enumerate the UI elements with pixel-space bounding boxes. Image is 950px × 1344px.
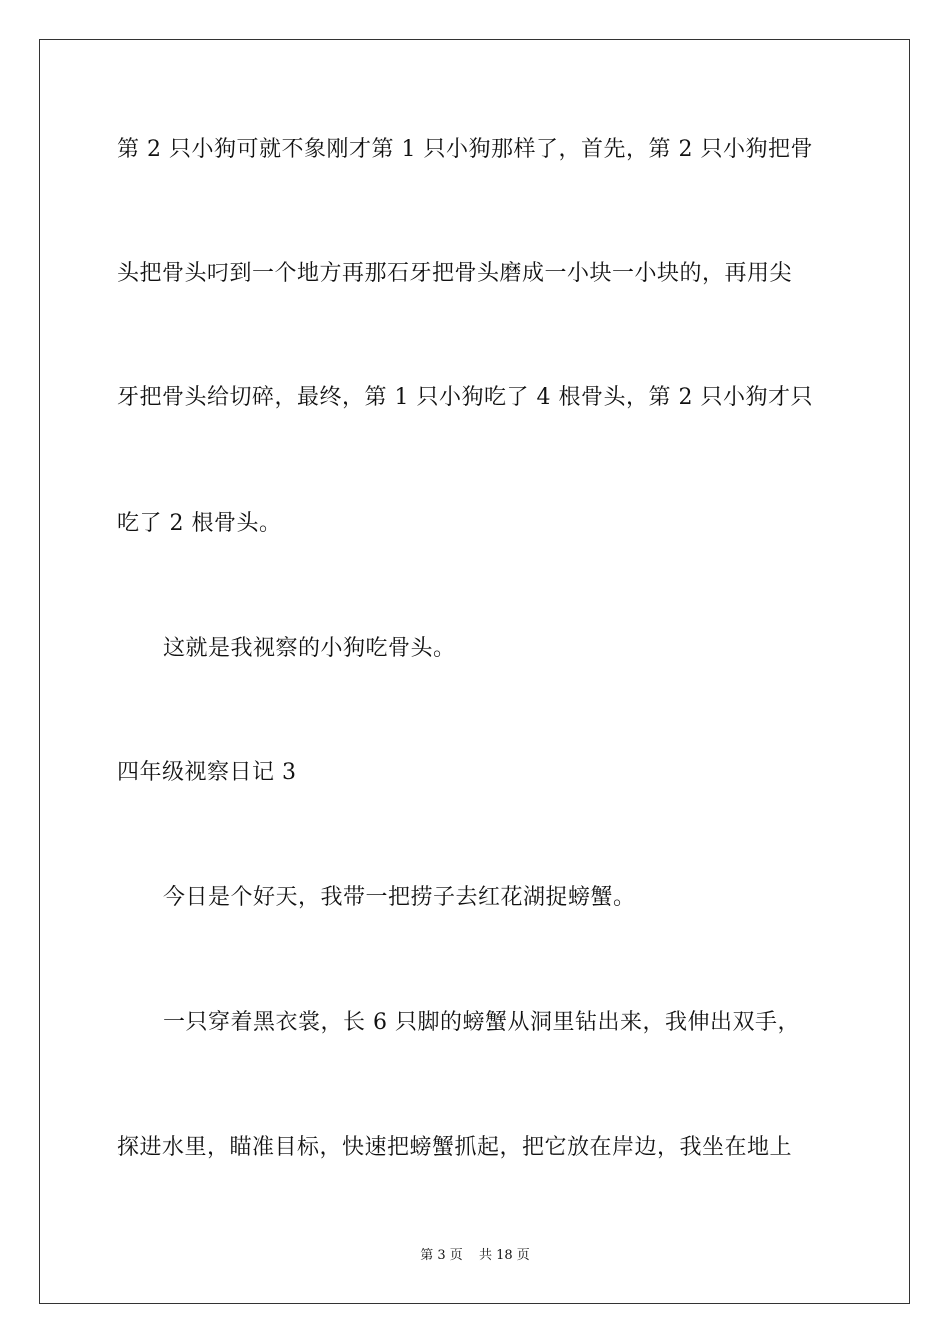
- paragraph-line: 牙把骨头给切碎，最终，第 1 只小狗吃了 4 根骨头，第 2 只小狗才只: [117, 385, 813, 410]
- paragraph-line: 吃了 2 根骨头。: [117, 511, 282, 536]
- paragraph-line: 一只穿着黑衣裳，长 6 只脚的螃蟹从洞里钻出来，我伸出双手，: [163, 1010, 800, 1035]
- page-number: 第 3 页: [420, 1248, 463, 1263]
- page-footer: [0, 1247, 950, 1265]
- paragraph-line: 这就是我视察的小狗吃骨头。: [163, 636, 456, 661]
- paragraph-line: 第 2 只小狗可就不象刚才第 1 只小狗那样了，首先，第 2 只小狗把骨: [117, 137, 813, 162]
- page-border: [39, 39, 910, 1304]
- paragraph-line: 头把骨头叼到一个地方再那石牙把骨头磨成一小块一小块的，再用尖: [117, 261, 793, 286]
- section-heading: 四年级视察日记 3: [117, 760, 297, 785]
- page-total: 共 18 页: [478, 1248, 530, 1263]
- paragraph-line: 今日是个好天，我带一把捞子去红花湖捉螃蟹。: [163, 885, 636, 910]
- paragraph-line: 探进水里，瞄准目标，快速把螃蟹抓起，把它放在岸边，我坐在地上: [117, 1135, 793, 1160]
